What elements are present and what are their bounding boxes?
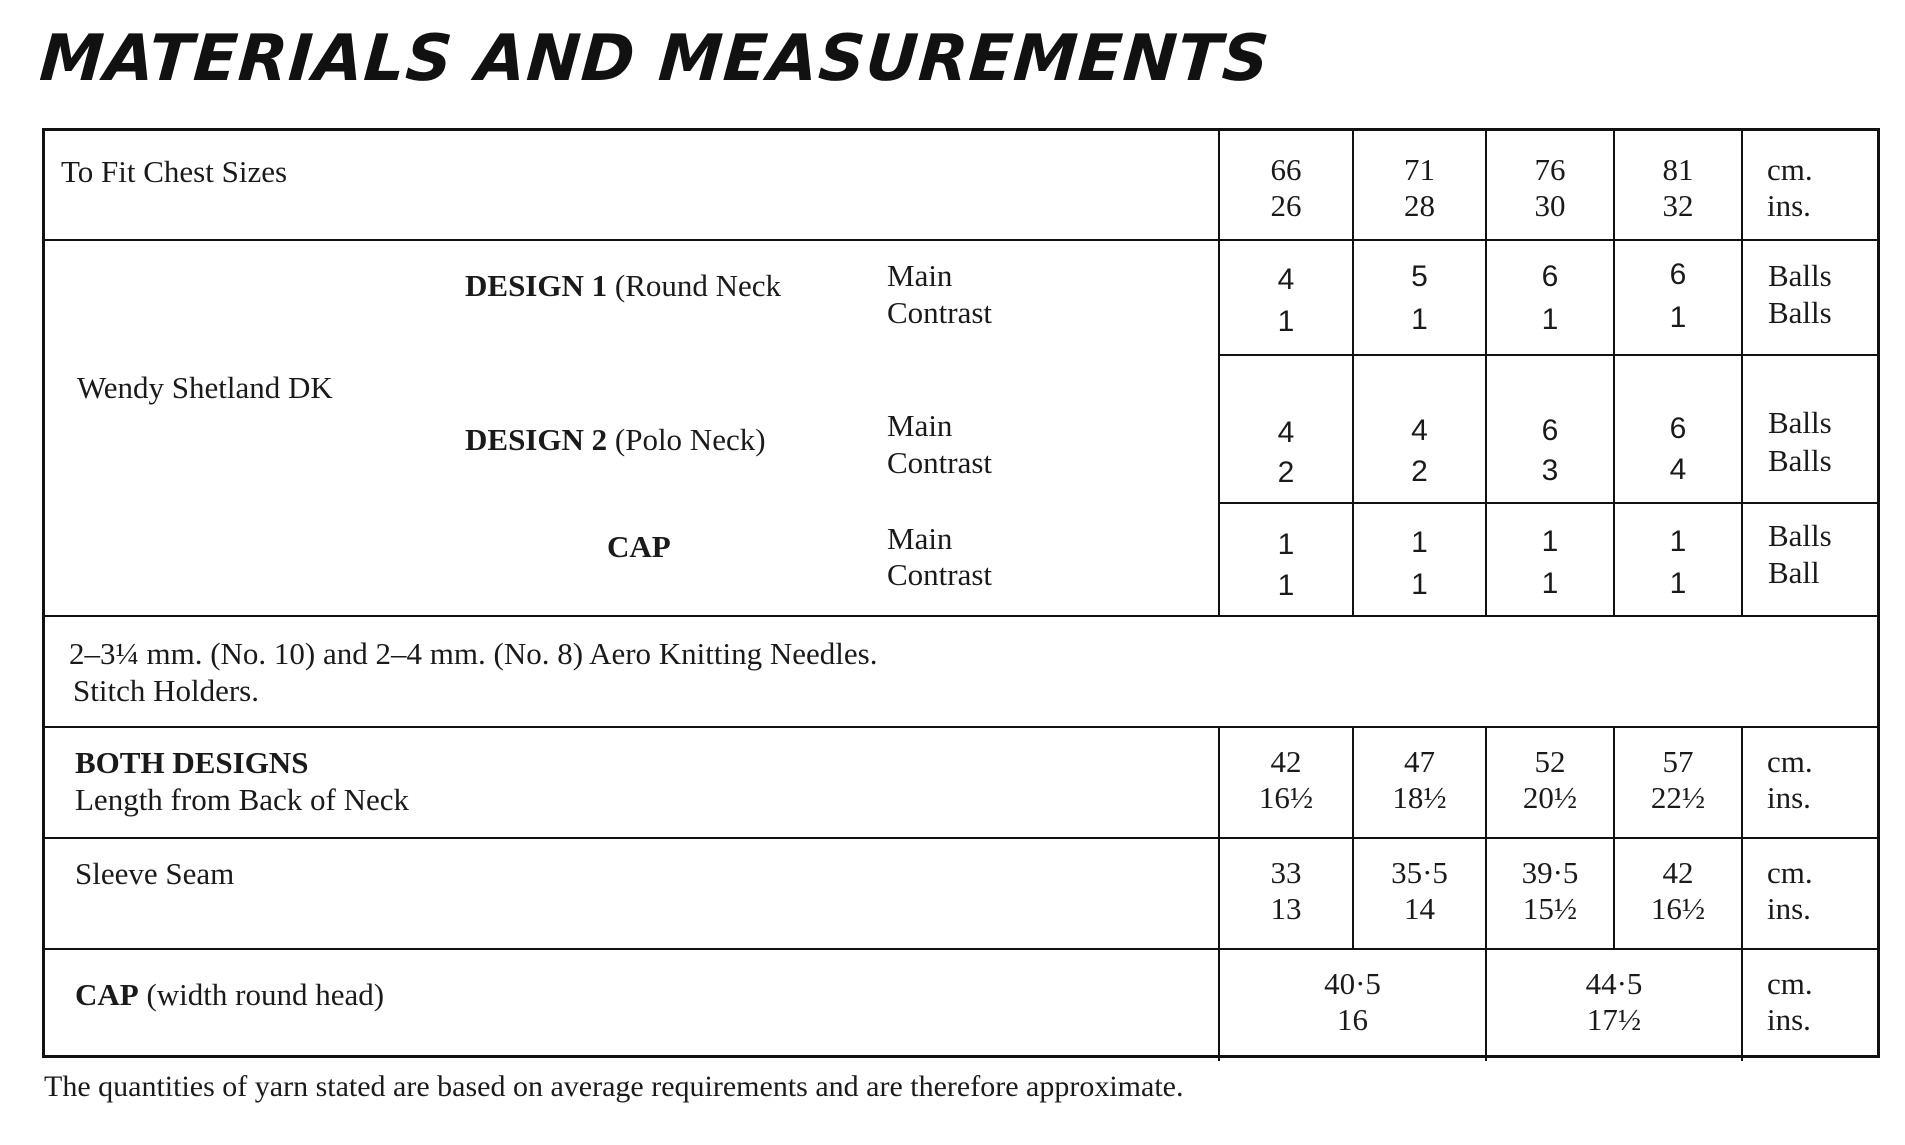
- chest-ins-1: 26: [1270, 188, 1302, 223]
- row-divider: [45, 726, 1877, 728]
- sleeve-cm-3: 39·5: [1521, 855, 1579, 890]
- design-1-contrast-1: 1: [1277, 305, 1295, 338]
- chest-cm-2: 71: [1404, 152, 1435, 187]
- design-1-contrast-label: Contrast: [887, 295, 993, 330]
- design-1-main-3: 6: [1541, 260, 1559, 293]
- page-title: MATERIALS AND MEASUREMENTS: [37, 22, 1273, 96]
- yarn-label: Wendy Shetland DK: [77, 370, 333, 405]
- sleeve-unit-ins: ins.: [1767, 891, 1811, 926]
- length-label: Length from Back of Neck: [75, 782, 409, 817]
- yarn-quantity-footnote: The quantities of yarn stated are based on average requirements and are therefore approximate.: [44, 1070, 1184, 1103]
- chest-sizes-label: To Fit Chest Sizes: [61, 154, 288, 189]
- chest-unit-cm: cm.: [1767, 152, 1813, 187]
- cap-width-title: [75, 976, 384, 1014]
- design-1-unit-main: Balls: [1768, 258, 1832, 293]
- cap-unit-main: Balls: [1768, 518, 1832, 553]
- design-1-main-2: 5: [1411, 260, 1428, 293]
- design-2-main-3: 6: [1541, 414, 1559, 447]
- design-1-contrast-3: 1: [1541, 303, 1559, 336]
- cap-contrast-label: Contrast: [887, 557, 993, 592]
- cap-width-ins-2: 17½: [1586, 1002, 1642, 1037]
- design-2-unit-contrast: Balls: [1768, 443, 1832, 478]
- chest-cm-3: 76: [1534, 152, 1566, 187]
- needles-line-1: 2–3¼ mm. (No. 10) and 2–4 mm. (No. 8) Aero Knitting Needles.: [69, 636, 878, 671]
- design-2-contrast-4: 4: [1669, 453, 1687, 486]
- chest-cm-1: 66: [1270, 152, 1302, 187]
- sleeve-ins-1: 13: [1270, 891, 1302, 926]
- chest-ins-4: 32: [1662, 188, 1694, 223]
- design-1-main-4: 6: [1669, 258, 1687, 291]
- cap-main-1: 1: [1277, 528, 1295, 561]
- design-2-title: [465, 421, 766, 459]
- row-divider: [1218, 502, 1877, 504]
- cap-main-label: Main: [887, 521, 953, 556]
- design-2-name: DESIGN 2: [465, 422, 608, 457]
- cap-width-label: (width round head): [138, 977, 385, 1012]
- length-ins-2: 18½: [1392, 780, 1447, 815]
- cap-contrast-2: 1: [1411, 568, 1428, 601]
- design-2-detail: (Polo Neck): [607, 422, 766, 457]
- materials-table: [42, 128, 1880, 1058]
- chest-unit-ins: ins.: [1767, 188, 1811, 223]
- sleeve-cm-2: 35·5: [1391, 855, 1448, 890]
- chest-ins-3: 30: [1534, 188, 1566, 223]
- sleeve-cm-4: 42: [1662, 855, 1694, 890]
- needles-line-2: Stitch Holders.: [73, 673, 259, 708]
- row-divider: [45, 615, 1877, 617]
- design-1-main-1: 4: [1277, 263, 1295, 296]
- design-2-unit-main: Balls: [1768, 405, 1832, 440]
- design-1-name: DESIGN 1: [465, 268, 608, 303]
- cap-width-ins-1: 16: [1337, 1002, 1368, 1037]
- cap-main-2: 1: [1411, 526, 1428, 559]
- row-divider: [45, 239, 1877, 241]
- design-2-contrast-label: Contrast: [887, 445, 993, 480]
- sleeve-ins-3: 15½: [1522, 891, 1578, 926]
- sleeve-unit-cm: cm.: [1767, 855, 1813, 890]
- length-ins-4: 22½: [1650, 780, 1706, 815]
- sleeve-ins-4: 16½: [1650, 891, 1706, 926]
- design-1-detail: (Round Neck: [607, 268, 782, 303]
- length-cm-4: 57: [1662, 744, 1694, 779]
- cap-yarn-title: CAP: [607, 529, 671, 564]
- chest-cm-4: 81: [1662, 152, 1694, 187]
- length-cm-3: 52: [1534, 744, 1566, 779]
- col-divider: [1741, 131, 1743, 615]
- length-unit-cm: cm.: [1767, 744, 1813, 779]
- cap-width-unit-ins: ins.: [1767, 1002, 1811, 1037]
- design-2-contrast-3: 3: [1541, 454, 1559, 487]
- sleeve-ins-2: 14: [1404, 891, 1435, 926]
- row-divider: [45, 837, 1877, 839]
- design-2-contrast-1: 2: [1277, 456, 1295, 489]
- col-divider: [1741, 726, 1743, 1061]
- design-2-contrast-2: 2: [1411, 455, 1428, 488]
- cap-width-cm-1: 40·5: [1324, 966, 1381, 1001]
- design-2-main-4: 6: [1669, 412, 1687, 445]
- sleeve-cm-1: 33: [1270, 855, 1302, 890]
- cap-main-3: 1: [1541, 525, 1559, 558]
- length-cm-2: 47: [1404, 744, 1435, 779]
- cap-contrast-3: 1: [1541, 567, 1559, 600]
- row-divider: [1218, 354, 1877, 356]
- cap-main-4: 1: [1669, 525, 1687, 558]
- design-1-unit-contrast: Balls: [1768, 295, 1832, 330]
- cap-contrast-1: 1: [1277, 569, 1295, 602]
- length-ins-1: 16½: [1258, 780, 1314, 815]
- design-2-main-1: 4: [1277, 416, 1295, 449]
- design-1-contrast-4: 1: [1669, 301, 1687, 334]
- design-1-main-label: Main: [887, 258, 953, 293]
- cap-width-cm-2: 44·5: [1585, 966, 1643, 1001]
- design-1-title: [465, 267, 781, 305]
- cap-contrast-4: 1: [1669, 567, 1687, 600]
- both-designs-heading: BOTH DESIGNS: [75, 745, 309, 780]
- length-unit-ins: ins.: [1767, 780, 1811, 815]
- cap-width-heading: CAP: [75, 977, 139, 1012]
- cap-width-unit-cm: cm.: [1767, 966, 1813, 1001]
- design-1-contrast-2: 1: [1411, 303, 1428, 336]
- row-divider: [45, 948, 1877, 950]
- length-ins-3: 20½: [1522, 780, 1578, 815]
- cap-unit-contrast: Ball: [1768, 555, 1820, 590]
- chest-ins-2: 28: [1404, 188, 1435, 223]
- length-cm-1: 42: [1270, 744, 1302, 779]
- sleeve-seam-label: Sleeve Seam: [75, 856, 235, 891]
- design-2-main-label: Main: [887, 408, 953, 443]
- design-2-main-2: 4: [1411, 414, 1428, 447]
